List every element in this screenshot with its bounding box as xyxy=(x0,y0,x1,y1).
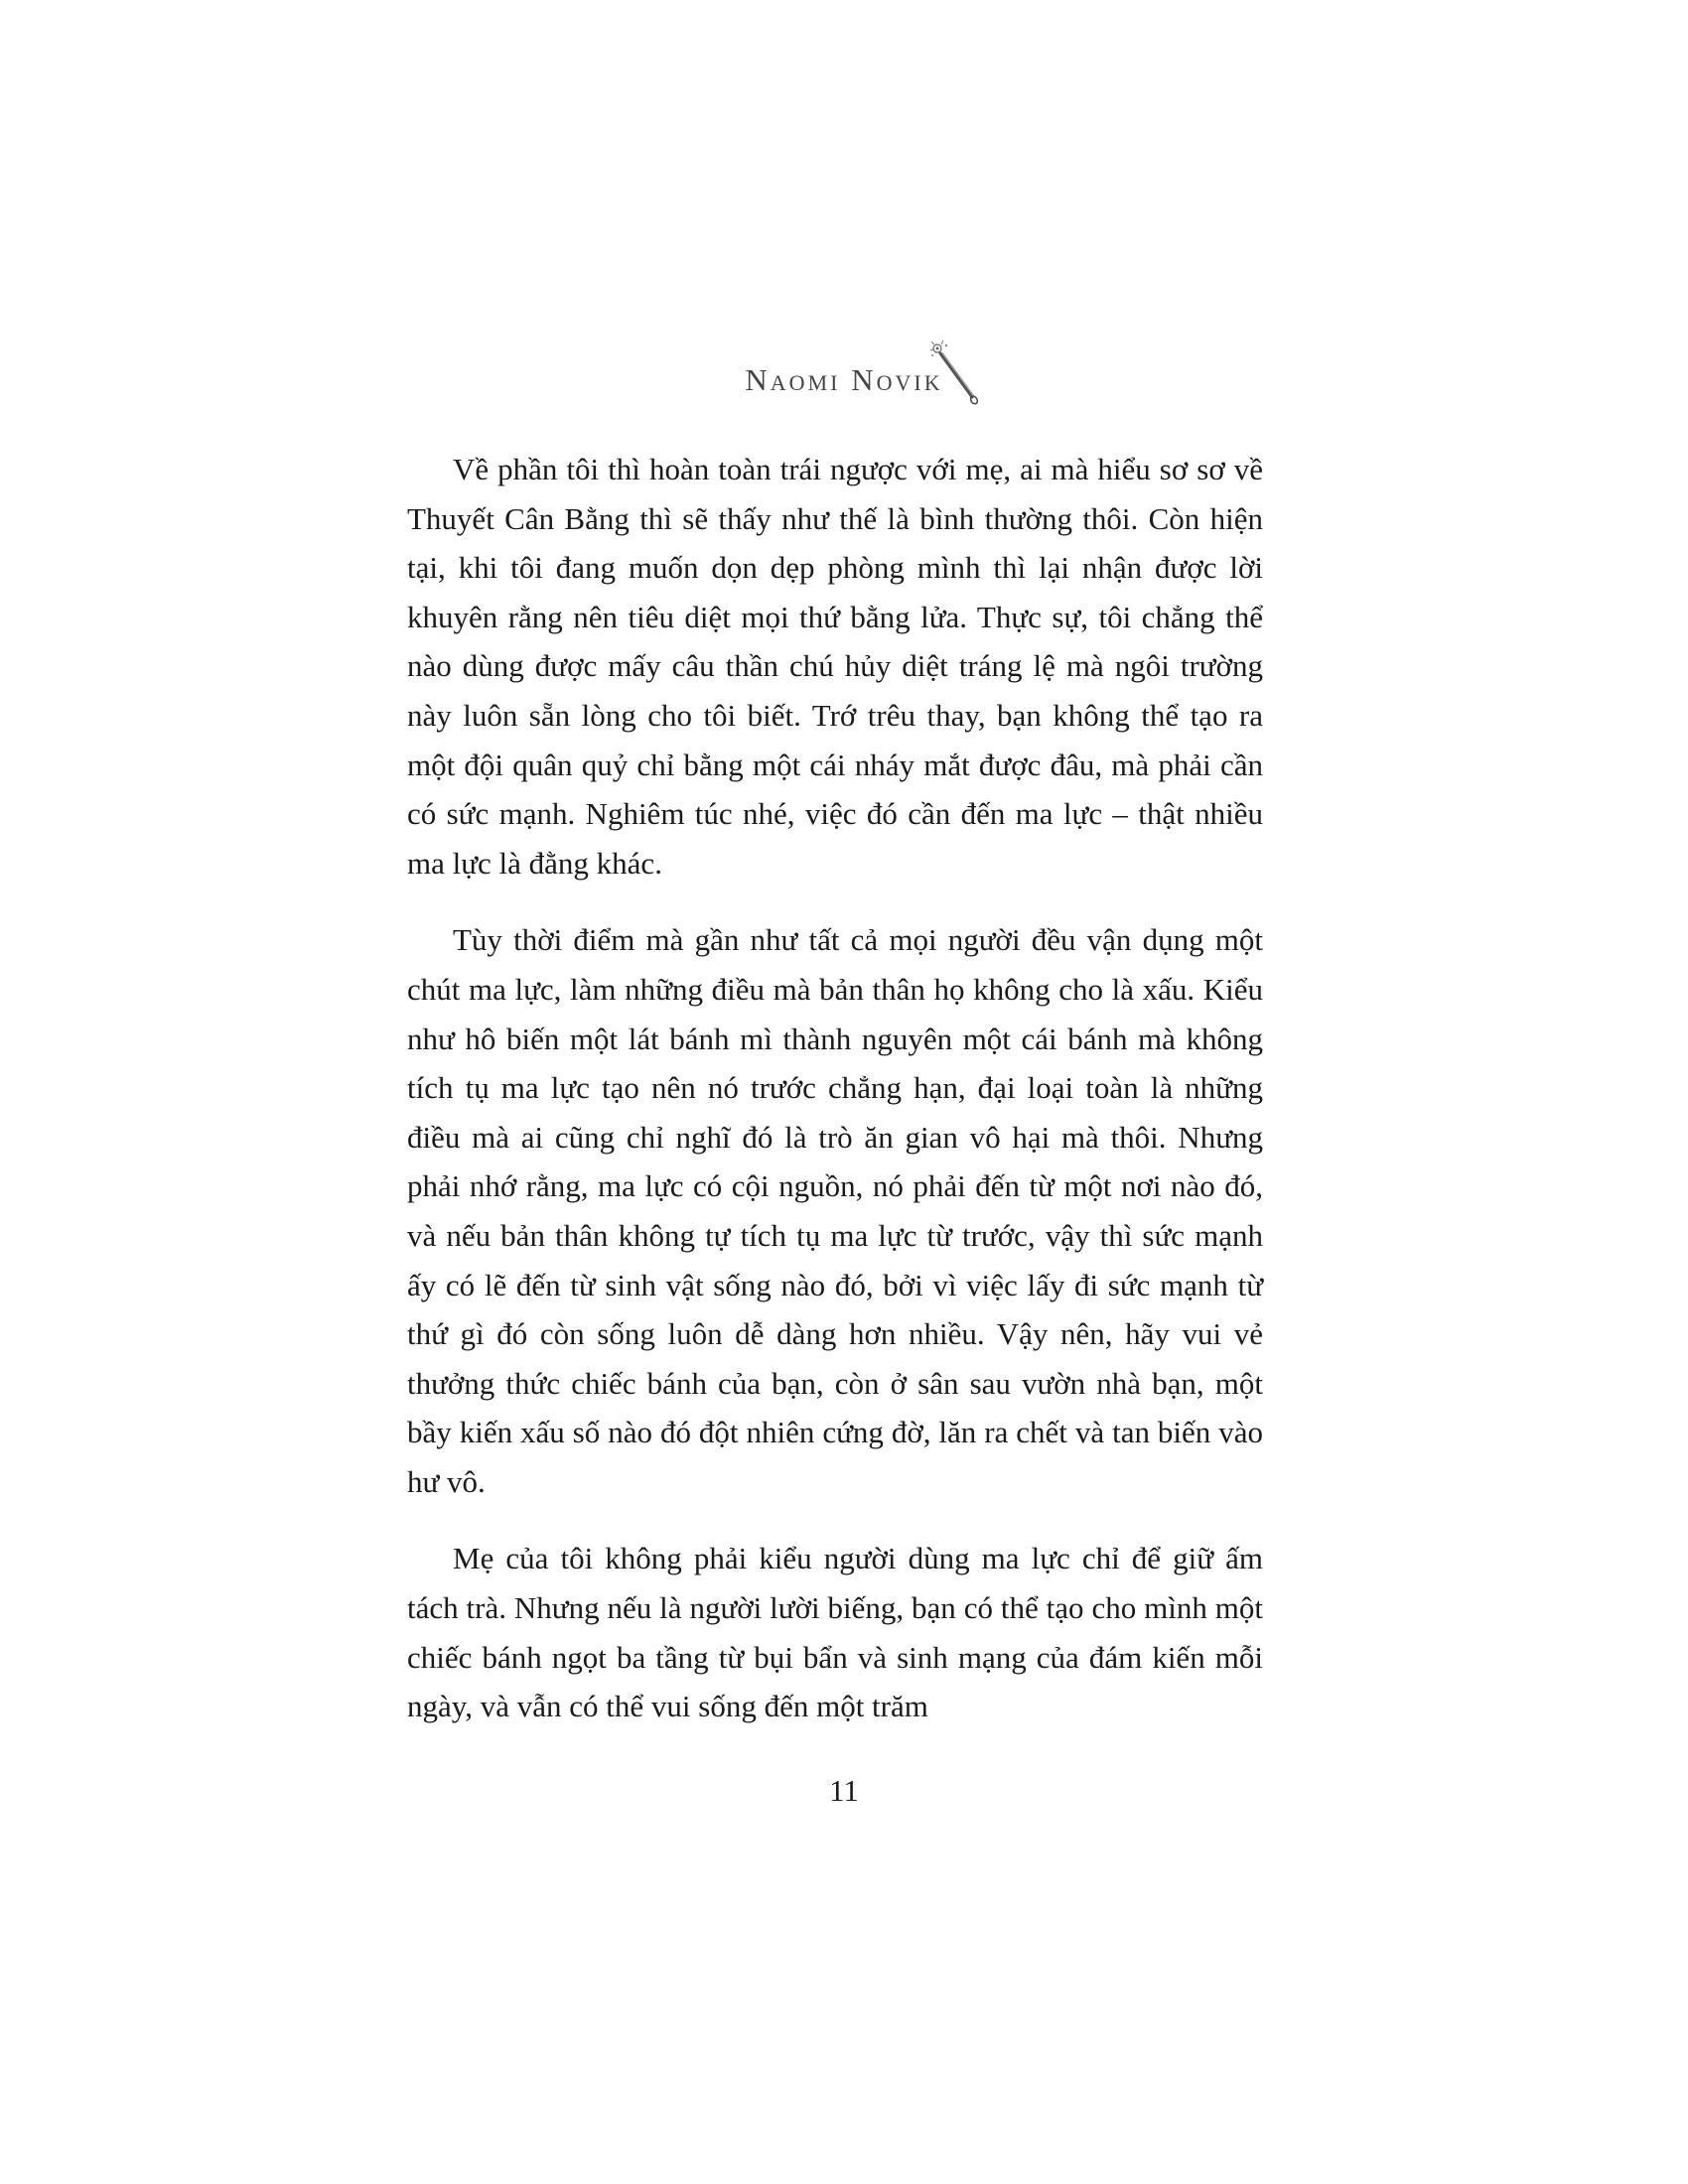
paragraph-1: Về phần tôi thì hoàn toàn trái ngược với mẹ, ai mà hiểu sơ sơ về Thuyết Cân Bằng thì sẽ thấy như thế là bình thường thôi. Còn hiện tại, khi tôi đang muốn dọn dẹp phòng mình thì lại nhận được lời khuyên rằng nên tiêu diệt mọi thứ bằng lửa. Thực sự, tôi chẳng thể nào dùng được mấy câu thần chú hủy diệt tráng lệ mà ngôi trường này luôn sẵn lòng cho tôi biết. Trớ trêu thay, bạn không thể tạo ra một đội quân quỷ chỉ bằng một cái nháy mắt được đâu, mà phải cần có sức mạnh. Nghiêm túc nhé, việc đó cần đến ma lực – thật nhiều ma lực là đằng khác. xyxy=(407,452,1263,881)
author-name: Naomi Novik xyxy=(745,362,943,397)
body-text xyxy=(407,445,1263,1759)
paragraph-3: Mẹ của tôi không phải kiểu người dùng ma lực chỉ để giữ ấm tách trà. Nhưng nếu là người lười biếng, bạn có thể tạo cho mình một chiếc bánh ngọt ba tầng từ bụi bẩn và sinh mạng của đám kiến mỗi ngày, và vẫn có thể vui sống đến một trăm xyxy=(407,1541,1263,1724)
paragraph-2: Tùy thời điểm mà gần như tất cả mọi người đều vận dụng một chút ma lực, làm những điều mà bản thân họ không cho là xấu. Kiểu như hô biến một lát bánh mì thành nguyên một cái bánh mà không tích tụ ma lực tạo nên nó trước chẳng hạn, đại loại toàn là những điều mà ai cũng chỉ nghĩ đó là trò ăn gian vô hại mà thôi. Nhưng phải nhớ rằng, ma lực có cội nguồn, nó phải đến từ một nơi nào đó, và nếu bản thân không tự tích tụ ma lực từ trước, vậy thì sức mạnh ấy có lẽ đến từ sinh vật sống nào đó, bởi vì việc lấy đi sức mạnh từ thứ gì đó còn sống luôn dễ dàng hơn nhiều. Vậy nên, hãy vui vẻ thưởng thức chiếc bánh của bạn, còn ở sân sau vườn nhà bạn, một bầy kiến xấu số nào đó đột nhiên cứng đờ, lăn ra chết và tan biến vào hư vô. xyxy=(407,922,1263,1499)
magic-wand-icon xyxy=(928,338,988,412)
running-header xyxy=(0,338,1688,417)
page-number: 11 xyxy=(829,1773,859,1808)
